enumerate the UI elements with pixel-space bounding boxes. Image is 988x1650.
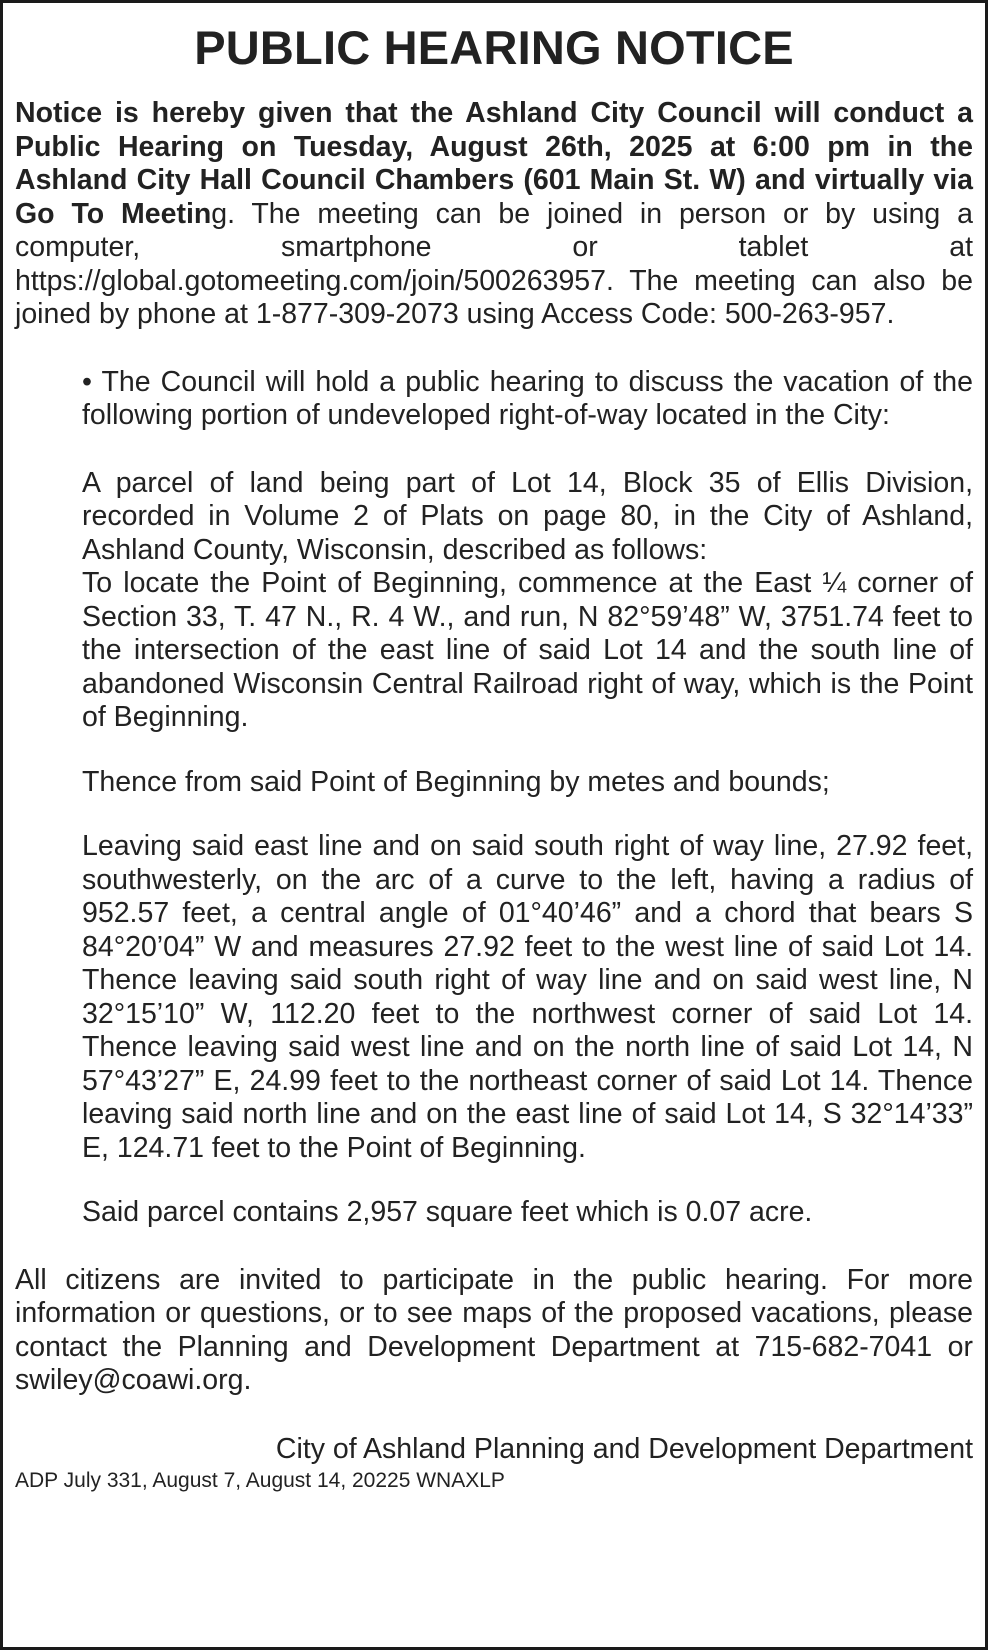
signature-line: City of Ashland Planning and Development Department	[275, 1432, 973, 1465]
metes-and-bounds: Leaving said east line and on said south right of way line, 27.92 feet, southwesterly, on the arc of a curve to the left, having a radius of 952.57 feet, a central angle of 01°40’46” and a chord that bears S 84°20’04” W and measures 27.92 feet to the west line of said Lot 14. Thence leaving said south right of way line and on said west line, N 32°15’10” W, 112.20 feet to the northwest corner of said Lot 14. Thence leaving said west line and on the north line of said Lot 14, N 57°43’27” E, 24.99 feet to the northeast corner of said Lot 14. Thence leaving said north line and on the east line of said Lot 14, S 32°14’33” E, 124.71 feet to the Point of Beginning.	[82, 830, 973, 1164]
publication-line: ADP July 331, August 7, August 14, 20225 WNAXLP	[15, 1469, 505, 1492]
intro-regular-text: g. The meeting can be joined in person or by using a computer, smartphone or tablet at https://global.gotomeeting.com/join/500263957. The meeting can also be joined by phone at 1-877-309-2073 using Access Code: 500-263-957.	[15, 197, 973, 330]
notice-title: PUBLIC HEARING NOTICE	[194, 21, 794, 74]
parcel-area: Said parcel contains 2,957 square feet which is 0.07 acre.	[82, 1196, 813, 1228]
parcel-description: A parcel of land being part of Lot 14, Block 35 of Ellis Division, recorded in Volume 2 of Plats on page 80, in the City of Ashland, Ashland County, Wisconsin, described as follows:	[82, 466, 973, 566]
hearing-details	[82, 366, 973, 1230]
intro-paragraph	[15, 97, 973, 332]
thence-intro: Thence from said Point of Beginning by metes and bounds;	[82, 765, 830, 798]
bullet-paragraph: • The Council will hold a public hearing to discuss the vacation of the following portion of undeveloped right-of-way located in the City:	[82, 365, 973, 431]
intro-bold-text: Notice is hereby given that the Ashland City Council will conduct a Public Hearing on Tuesday, August 26th, 2025 at 6:00 pm in the Ashland City Hall Council Chambers (601 Main St. W) and virtually via Go To Meetin	[15, 97, 973, 230]
closing-paragraph: All citizens are invited to participate in the public hearing. For more information or questions, or to see maps of the proposed vacations, please contact the Planning and Development Department at 715-682-7041 or swiley@coawi.org.	[15, 1263, 973, 1396]
locate-point-of-beginning: To locate the Point of Beginning, commence at the East ¼ corner of Section 33, T. 47 N., R. 4 W., and run, N 82°59’48” W, 3751.74 feet to the intersection of the east line of said Lot 14 and the south line of abandoned Wisconsin Central Railroad right of way, which is the Point of Beginning.	[82, 567, 973, 733]
